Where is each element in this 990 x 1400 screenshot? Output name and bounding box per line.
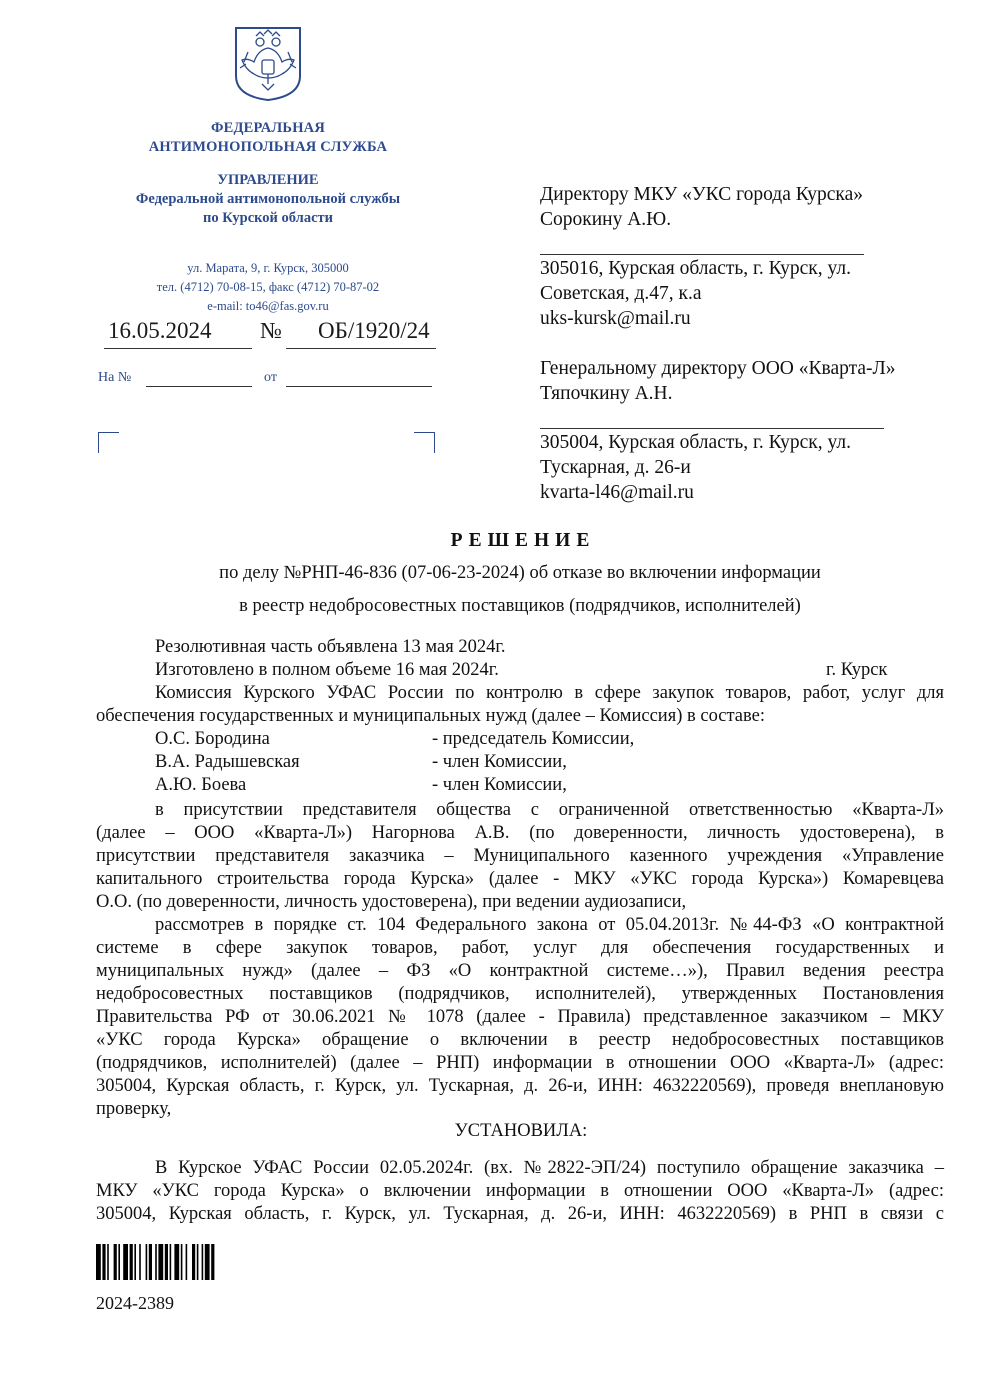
reference-label: На № xyxy=(98,370,132,385)
presence-line: О.О. (по доверенности, личность удостоверена), при ведении аудиозаписи, xyxy=(96,892,687,912)
contact-block xyxy=(98,259,438,316)
barcode-number: 2024-2389 xyxy=(96,1293,174,1313)
presence-line: (далее – ООО «Кварта-Л») Нагорнова А.В. (по доверенности, личность удостоверена), в xyxy=(96,823,944,843)
considered-line: рассмотрев в порядке ст. 104 Федерального закона от 05.04.2013г. №44-ФЗ «О контрактной xyxy=(155,915,944,935)
org-name xyxy=(98,119,438,157)
member-2-role: - член Комиссии, xyxy=(432,752,567,772)
member-1-name: О.С. Бородина xyxy=(155,729,270,749)
document-barcode xyxy=(96,1244,296,1285)
commission-intro-line-2: обеспечения государственных и муниципальных нужд (далее – Комиссия) в составе: xyxy=(96,706,765,726)
recipient-2-address xyxy=(540,430,851,505)
produced-date: Изготовлено в полном объеме 16 мая 2024г. xyxy=(155,660,499,680)
org-line-1: ФЕДЕРАЛЬНАЯ xyxy=(210,120,326,136)
recipient-1-email: uks-kursk@mail.ru xyxy=(540,308,691,329)
city: г. Курск xyxy=(826,660,888,680)
considered-line: проверку, xyxy=(96,1099,172,1119)
reference-from-underline xyxy=(286,386,432,387)
outgoing-date: 16.05.2024 xyxy=(108,318,212,343)
considered-line: (подрядчиков, исполнителей) (далее – РНП) информации в отношении ООО «Кварта-Л» (адрес: xyxy=(96,1053,944,1073)
recipient-1-address-line-1: 305016, Курская область, г. Курск, ул. xyxy=(540,258,851,279)
case-subtitle-line-2: в реестр недобросовестных поставщиков (подрядчиков, исполнителей) xyxy=(239,596,801,616)
org-line-2: АНТИМОНОПОЛЬНАЯ СЛУЖБА xyxy=(148,139,388,155)
recipient-2-address-line-2: Тускарная, д. 26-и xyxy=(540,457,691,478)
document-title: РЕШЕНИЕ xyxy=(450,530,596,551)
dept-line-1: УПРАВЛЕНИЕ xyxy=(217,172,319,188)
considered-line: системе в сфере закупок товаров, работ, услуг для обеспечения государственных и xyxy=(96,938,944,958)
corner-mark-left xyxy=(98,432,119,453)
recipient-1-title: Директору МКУ «УКС города Курска» xyxy=(540,184,864,205)
considered-line: «УКС города Курска» обращение о включении в реестр недобросовестных поставщиков xyxy=(96,1030,944,1050)
recipient-2-address-line-1: 305004, Курская область, г. Курск, ул. xyxy=(540,432,851,453)
member-1-role: - председатель Комиссии, xyxy=(432,729,635,749)
date-underline xyxy=(104,348,252,349)
presence-line: присутствии представителя заказчика – Муниципального казенного учреждения «Управление xyxy=(96,846,944,866)
presence-line: в присутствии представителя общества с ограниченной ответственностью «Кварта-Л» xyxy=(155,800,944,820)
findings-line: В Курское УФАС России 02.05.2024г. (вх. №2822-ЭП/24) поступило обращение заказчика – xyxy=(155,1158,944,1178)
findings-line: 305004, Курская область, г. Курск, ул. Тускарная, д. 26-и, ИНН: 4632220569) в РНП в связи с xyxy=(96,1204,944,1224)
recipient-1-address xyxy=(540,256,851,331)
presence-line: капитального строительства города Курска» (далее - МКУ «УКС города Курска») Комаревцева xyxy=(96,869,944,889)
member-3-role: - член Комиссии, xyxy=(432,775,567,795)
recipient-1-divider xyxy=(540,254,864,255)
considered-line: Правительства РФ от 30.06.2021 № 1078 (далее - Правила) представленное заказчиком – МКУ xyxy=(96,1007,944,1027)
recipient-2-title: Генеральному директору ООО «Кварта-Л» xyxy=(540,358,896,379)
email-address: e-mail: to46@fas.gov.ru xyxy=(207,299,329,313)
postal-address: ул. Марата, 9, г. Курск, 305000 xyxy=(187,261,349,275)
considered-line: муниципальных нужд» (далее – ФЗ «О контрактной системе…»), Правил ведения реестра xyxy=(96,961,944,981)
coat-of-arms-emblem xyxy=(234,26,302,102)
recipient-1-name: Сорокину А.Ю. xyxy=(540,209,672,230)
case-subtitle-line-1: по делу №РНП-46-836 (07-06-23-2024) об отказе во включении информации xyxy=(219,563,821,583)
phone-fax: тел. (4712) 70-08-15, факс (4712) 70-87-02 xyxy=(156,280,380,294)
dept-line-2: Федеральной антимонопольной службы xyxy=(135,191,401,207)
department-name xyxy=(98,171,438,228)
number-sign: № xyxy=(260,318,282,343)
member-3-name: А.Ю. Боева xyxy=(155,775,247,795)
dept-line-3: по Курской области xyxy=(203,210,333,226)
recipient-2-divider xyxy=(540,428,884,429)
number-underline xyxy=(286,348,436,349)
commission-intro-line-1: Комиссия Курского УФАС России по контролю в сфере закупок товаров, работ, услуг для xyxy=(155,683,944,703)
corner-mark-right xyxy=(414,432,435,453)
member-2-name: В.А. Радышевская xyxy=(155,752,300,772)
findings-line: МКУ «УКС города Курска» о включении информации в отношении ООО «Кварта-Л» (адрес: xyxy=(96,1181,944,1201)
reference-underline xyxy=(146,386,252,387)
reference-from-label: от xyxy=(264,370,277,385)
considered-line: недобросовестных поставщиков (подрядчиков, исполнителей), утвержденных Постановления xyxy=(96,984,944,1004)
recipient-2-email: kvarta-l46@mail.ru xyxy=(540,482,694,503)
announced-date: Резолютивная часть объявлена 13 мая 2024г. xyxy=(155,637,506,657)
considered-line: 305004, Курская область, г. Курск, ул. Тускарная, д. 26-и, ИНН: 4632220569), проведя внеплановую xyxy=(96,1076,944,1096)
established-heading: УСТАНОВИЛА: xyxy=(454,1121,588,1141)
recipient-2-name: Тяпочкину А.Н. xyxy=(540,383,673,404)
recipient-1-address-line-2: Советская, д.47, к.а xyxy=(540,283,702,304)
recipient-2 xyxy=(540,356,896,406)
recipient-1 xyxy=(540,182,863,232)
outgoing-number: ОБ/1920/24 xyxy=(318,318,430,343)
